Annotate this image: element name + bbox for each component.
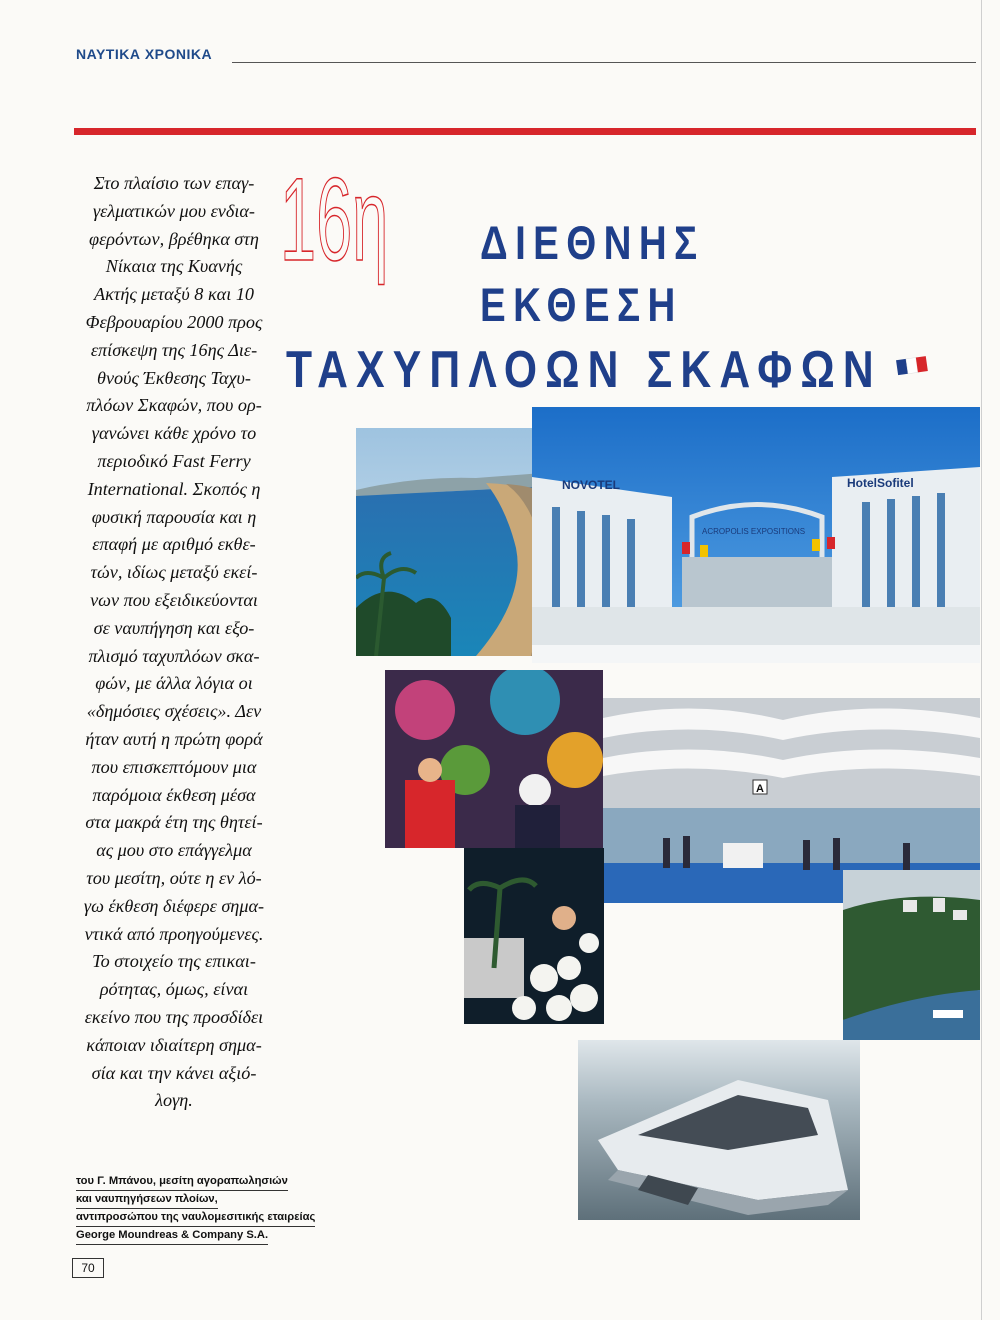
intro-line: πλισμό ταχυπλόων σκα- — [88, 645, 260, 666]
intro-line: Στο πλαίσιο των επαγ- — [93, 173, 255, 193]
intro-line: πλόων Σκαφών, που ορ- — [86, 395, 262, 416]
intro-paragraph — [74, 170, 274, 1115]
intro-line: Ακτής μεταξύ 8 και 10 — [93, 284, 255, 305]
intro-line: Το στοιχείο της επικαι- — [92, 951, 256, 972]
acropolis-exhibition-photo — [532, 407, 980, 663]
intro-line: στα μακρά έτη της θητεί- — [85, 812, 263, 833]
intro-line: γελματικών μου ενδια- — [93, 200, 255, 221]
intro-line: «δημόσιες σχέσεις». Δεν — [86, 701, 262, 722]
intro-line: κάποιαν ιδιαίτερη σημα- — [86, 1034, 262, 1055]
intro-line: φών, με άλλα λόγια οι — [95, 673, 253, 694]
title-line-3: ΤΑΧΥΠΛΟΩΝ ΣΚΑΦΩΝ — [286, 341, 882, 399]
intro-line: επαφή με αριθμό εκθε- — [92, 534, 256, 555]
red-divider — [74, 128, 976, 135]
intro-line: ας μου στο επάγγελμα — [96, 840, 252, 861]
intro-line: γανώνει κάθε χρόνο το — [91, 423, 257, 444]
section-header: ΝΑΥΤΙΚΑ ΧΡΟΝΙΚΑ — [76, 46, 213, 62]
booth-letter: A — [756, 783, 764, 795]
intro-line: γω έκθεση διέφερε σημα- — [83, 895, 265, 916]
intro-line: Νίκαια της Κυανής — [105, 256, 243, 277]
carnival-photo — [385, 670, 603, 848]
intro-line: περιοδικό Fast Ferry — [97, 450, 251, 471]
intro-line: ντικά από προηγούμενες. — [84, 923, 264, 944]
hotel-sign-right: HotelSofitel — [847, 476, 914, 490]
intro-line: Φεβρουαρίου 2000 προς — [85, 311, 263, 332]
intro-line: φυσική παρουσία και η — [91, 506, 257, 527]
header-rule — [232, 62, 976, 63]
intro-line: επίσκεψη της 16ης Διε- — [90, 339, 258, 360]
flower-float-photo — [464, 848, 604, 1024]
page-number: 70 — [72, 1258, 104, 1278]
title-line-2: ΕΚΘΕΣΗ — [480, 278, 683, 331]
intro-line: σε ναυπήγηση και εξο- — [93, 617, 255, 638]
byline-line: και ναυπηγήσεων πλοίων, — [76, 1191, 218, 1209]
byline-line: αντιπροσώπου της ναυλομεσιτικής εταιρείας — [76, 1209, 315, 1227]
intro-line: International. Σκοπός η — [87, 478, 261, 499]
byline-line: του Γ. Μπάνου, μεσίτη αγοραπωλησιών — [76, 1173, 288, 1191]
intro-line: λογη. — [155, 1090, 193, 1111]
intro-line: φερόντων, βρέθηκα στη — [89, 228, 259, 249]
page-edge — [981, 0, 982, 1320]
byline-line: George Moundreas & Company S.A. — [76, 1227, 268, 1245]
nice-beach-photo — [356, 428, 556, 656]
title-number: 16η — [280, 154, 389, 286]
intro-line: του μεσίτη, ούτε η εν λό- — [86, 867, 262, 888]
catamaran-render-photo — [578, 1040, 860, 1220]
hotel-sign-left: NOVOTEL — [562, 478, 621, 492]
author-byline — [76, 1173, 315, 1245]
title-line-1: ΔΙΕΘΝΗΣ — [480, 216, 705, 269]
intro-line: θνούς Έκθεσης Ταχυ- — [97, 367, 251, 388]
coastal-cliffs-photo — [843, 870, 980, 1040]
intro-line: παρόμοια έκθεση μέσα — [92, 784, 256, 805]
french-flag-icon — [895, 355, 931, 377]
intro-line: ρότητας, όμως, είναι — [99, 979, 249, 1000]
intro-line: ήταν αυτή η πρώτη φορά — [85, 728, 263, 749]
arch-sign: ACROPOLIS EXPOSITIONS — [702, 527, 806, 536]
intro-line: σία και την κάνει αξιό- — [91, 1062, 257, 1083]
intro-line: που επισκεπτόμουν μια — [91, 756, 257, 777]
intro-line: εκείνο που της προσδίδει — [84, 1006, 264, 1027]
intro-line: νων που εξειδικεύονται — [90, 589, 258, 610]
intro-line: τών, ιδίως μεταξύ εκεί- — [90, 562, 258, 583]
